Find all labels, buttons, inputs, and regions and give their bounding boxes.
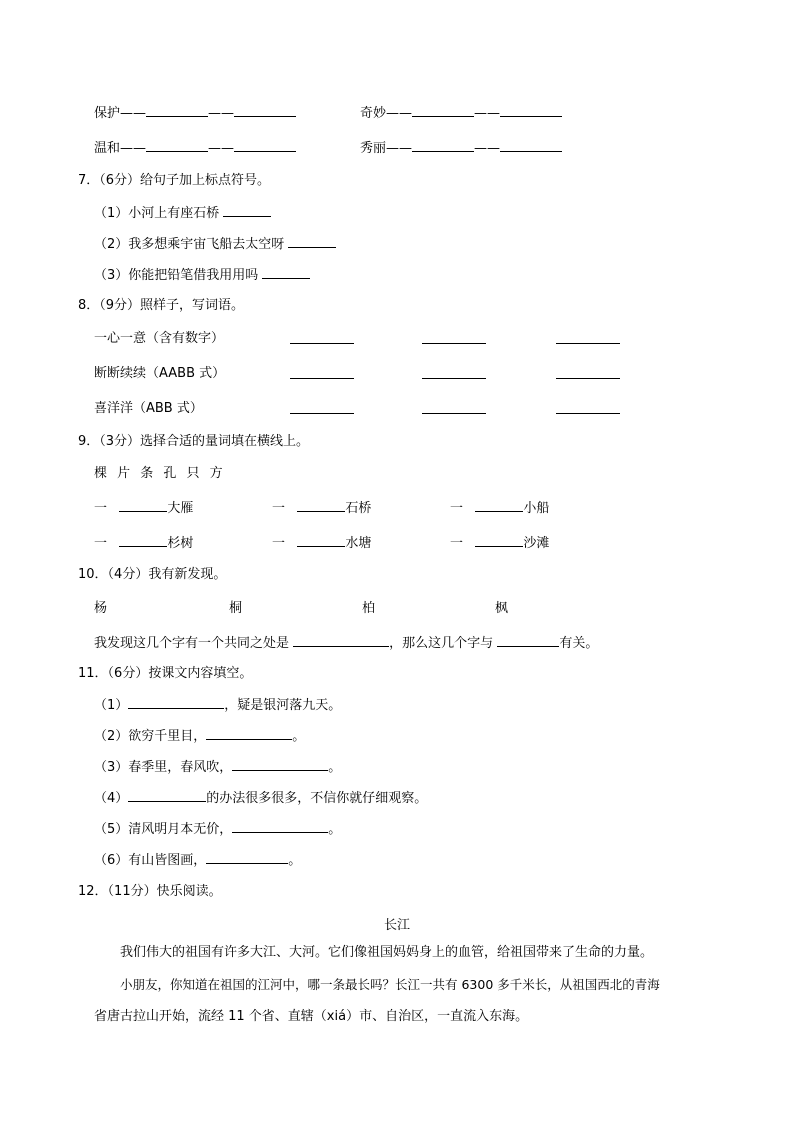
q7-item-3 [94,265,310,285]
answer-blank[interactable] [412,103,474,117]
answer-blank[interactable] [234,138,296,152]
q8-item-1: 一心一意（含有数字） [94,331,225,346]
answer-blank[interactable] [262,265,310,279]
q9-row1-a [94,498,193,518]
passage-paragraph-2-line-1: 小朋友，你知道在祖国的江河中，哪一条最长吗？长江一共有 6300 多千米长，从祖国西北的青海 [120,977,660,992]
q11-line-6 [94,850,301,870]
yi-char: 一 [450,501,464,516]
answer-blank[interactable] [119,498,167,512]
answer-blank[interactable] [500,103,562,117]
answer-blank[interactable] [146,138,208,152]
q7-item-text: （3）你能把铅笔借我用用吗 [94,268,259,283]
answer-blank[interactable] [290,330,354,344]
q7-title: 7．（6分）给句子加上标点符号。 [78,173,271,188]
q11-text: 的办法很多很多，不信你就仔细观察。 [206,791,428,806]
yi-char: 一 [94,501,108,516]
yi-char: 一 [450,536,464,551]
q11-text: 。 [328,822,342,837]
q7-item-2 [94,234,336,254]
answer-blank[interactable] [232,757,328,771]
q8-title: 8．（9分）照样子，写词语。 [78,298,245,313]
q11-line-2 [94,726,305,746]
q9-noun: 大雁 [167,501,194,516]
passage-paragraph-2-line-2: 省唐古拉山开始，流经 11 个省、直辖（xiá）市、自治区，一直流入东海。 [94,1009,529,1024]
q9-row2-c [450,533,549,553]
q11-line-1 [94,695,341,715]
answer-blank[interactable] [556,400,620,414]
q8-item-2: 断断续续（AABB 式） [94,366,226,381]
q11-line-4 [94,788,427,808]
q8-blanks-3 [290,400,620,420]
q6-row-2-right [360,138,562,158]
q10-char-1: 杨 [94,601,108,616]
q10-text-c: 有关。 [559,636,599,651]
q9-row2-b [272,533,371,553]
dash: —— [208,106,235,121]
q8-blanks-1 [290,330,620,350]
answer-blank[interactable] [556,330,620,344]
q6-row-1-right [360,103,562,123]
q9-row1-c [450,498,549,518]
q11-number: （4） [94,791,129,806]
answer-blank[interactable] [422,365,486,379]
q10-char-4: 枫 [495,601,509,616]
q11-text: （5）清风明月本无价， [94,822,233,837]
dash: —— [120,141,147,156]
q12-title: 12．（11分）快乐阅读。 [78,884,222,899]
answer-blank[interactable] [232,819,328,833]
answer-blank[interactable] [556,365,620,379]
answer-blank[interactable] [293,633,389,647]
q6-row-2 [94,138,296,158]
q11-text: 。 [288,853,302,868]
yi-char: 一 [272,536,286,551]
q6-word: 秀丽 [360,141,387,156]
q11-text: 。 [328,760,342,775]
q7-item-1 [94,203,271,223]
q6-word: 温和 [94,141,121,156]
answer-blank[interactable] [297,498,345,512]
q10-text-b: ，那么这几个字与 [389,636,494,651]
answer-blank[interactable] [475,498,523,512]
answer-blank[interactable] [206,726,292,740]
dash: —— [474,106,501,121]
answer-blank[interactable] [297,533,345,547]
dash: —— [474,141,501,156]
answer-blank[interactable] [412,138,474,152]
q11-text: ，疑是银河落九天。 [224,698,342,713]
answer-blank[interactable] [497,633,559,647]
dash: —— [120,106,147,121]
q11-line-3 [94,757,341,777]
dash: —— [208,141,235,156]
q11-text: 。 [292,729,306,744]
q9-row2-a [94,533,193,553]
q10-text-a: 我发现这几个字有一个共同之处是 [94,636,290,651]
answer-blank[interactable] [290,400,354,414]
passage-paragraph-1: 我们伟大的祖国有许多大江、大河。它们像祖国妈妈身上的血管，给祖国带来了生命的力量。 [120,945,654,960]
yi-char: 一 [272,501,286,516]
q11-line-5 [94,819,341,839]
q11-text: （6）有山皆图画， [94,853,207,868]
answer-blank[interactable] [223,203,271,217]
q11-title: 11．（6分）按课文内容填空。 [78,666,253,681]
q10-sentence [94,633,598,653]
q6-word: 保护 [94,106,121,121]
yi-char: 一 [94,536,108,551]
q9-noun: 小船 [523,501,550,516]
q11-text: （3）春季里，春风吹， [94,760,233,775]
q10-char-3: 柏 [362,601,376,616]
q8-item-3: 喜洋洋（ABB 式） [94,401,203,416]
answer-blank[interactable] [290,365,354,379]
answer-blank[interactable] [119,533,167,547]
answer-blank[interactable] [206,850,288,864]
q6-word: 奇妙 [360,106,387,121]
dash: —— [386,141,413,156]
answer-blank[interactable] [146,103,208,117]
q9-noun: 水塘 [345,536,372,551]
q9-noun: 沙滩 [523,536,550,551]
answer-blank[interactable] [128,788,206,802]
passage-title: 长江 [383,918,410,933]
q7-item-text: （2）我多想乘宇宙飞船去太空呀 [94,237,285,252]
answer-blank[interactable] [288,234,336,248]
q11-number: （1） [94,698,129,713]
answer-blank[interactable] [500,138,562,152]
answer-blank[interactable] [234,103,296,117]
answer-blank[interactable] [475,533,523,547]
answer-blank[interactable] [128,695,224,709]
answer-blank[interactable] [422,330,486,344]
q9-noun: 杉树 [167,536,194,551]
answer-blank[interactable] [422,400,486,414]
q10-char-2: 桐 [229,601,243,616]
q9-title: 9．（3分）选择合适的量词填在横线上。 [78,434,310,449]
q9-noun: 石桥 [345,501,372,516]
q8-blanks-2 [290,365,620,385]
q6-row-1 [94,103,296,123]
q9-row1-b [272,498,371,518]
q9-options: 棵 片 条 孔 只 方 [94,466,226,481]
q11-text: （2）欲穷千里目， [94,729,207,744]
q10-title: 10．（4分）我有新发现。 [78,567,227,582]
dash: —— [386,106,413,121]
q7-item-text: （1）小河上有座石桥 [94,206,220,221]
